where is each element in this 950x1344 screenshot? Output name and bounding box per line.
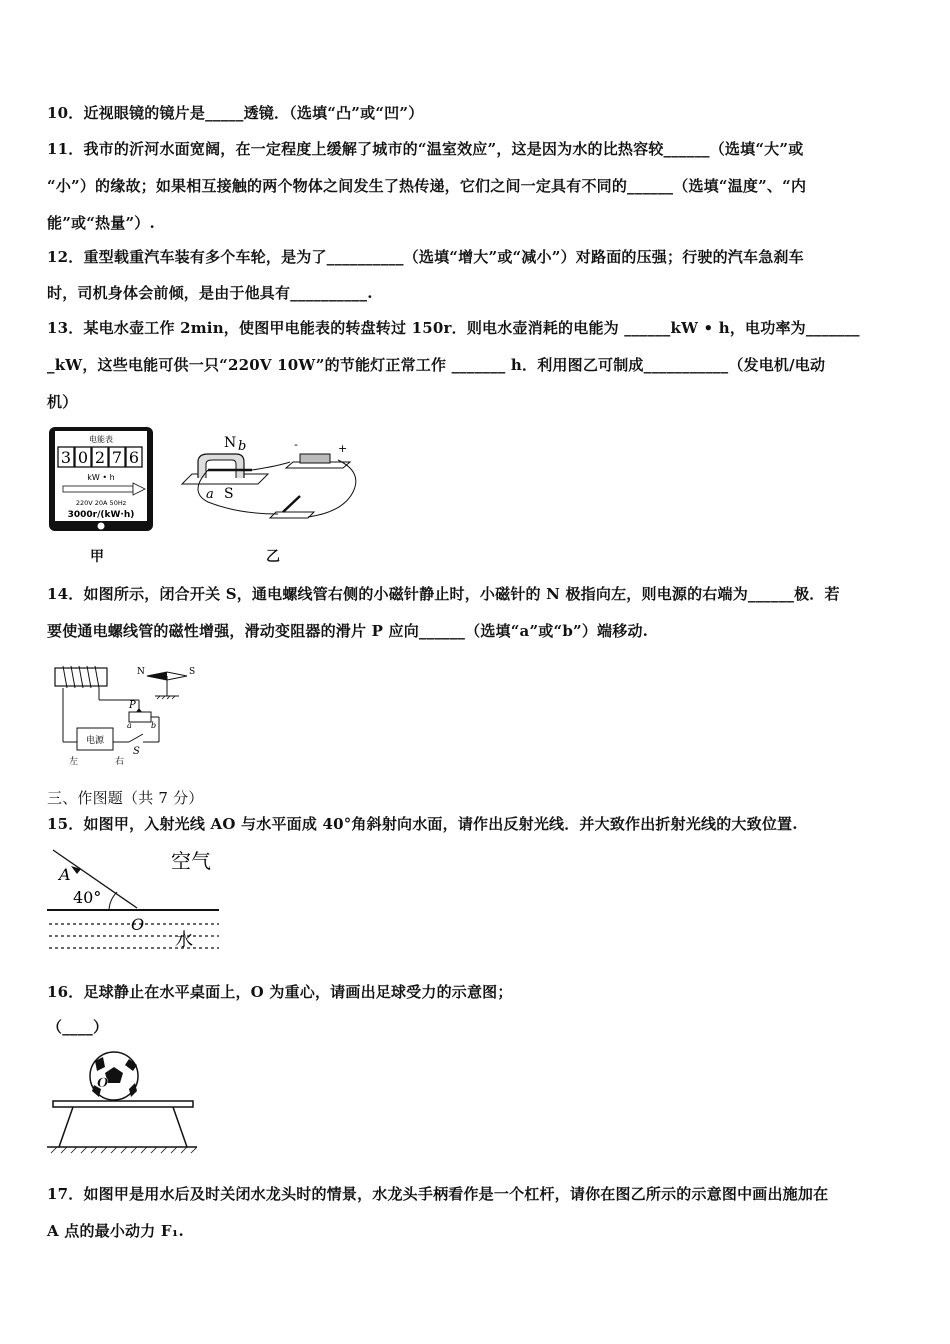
q11-line3: 能”或“热量”）. xyxy=(47,214,155,232)
meter-rate: 3000r/(kW·h) xyxy=(67,510,135,520)
label-switch: S xyxy=(133,746,140,757)
label-s: S xyxy=(224,486,234,502)
switch-base xyxy=(270,512,314,518)
q14-line1: 14．如图所示，闭合开关 S，通电螺线管右侧的小磁针静止时，小磁针的 N 极指向左，则电源的右端为______极．若 xyxy=(47,585,840,603)
label-angle: 40° xyxy=(73,888,102,907)
label-b: b xyxy=(238,439,247,454)
label-plus: + xyxy=(338,442,348,455)
label-minus: - xyxy=(294,438,298,451)
label-o: O xyxy=(131,915,145,934)
q16-line2: （____） xyxy=(47,1018,109,1036)
label-needle-s: S xyxy=(189,667,196,677)
caption-jia: 甲 xyxy=(90,549,104,565)
label-a: A xyxy=(59,865,71,884)
q16-line1: 16．足球静止在水平桌面上，O 为重心，请画出足球受力的示意图； xyxy=(47,983,513,1001)
football-table-figure xyxy=(47,1045,197,1155)
meter-spec: 220V 20A 50Hz xyxy=(75,499,127,507)
label-n: N xyxy=(224,435,237,451)
q17-line1: 17．如图甲是用水后及时关闭水龙头时的情景，水龙头手柄看作是一个杠杆，请你在图乙所示的示意图中画出施加在 xyxy=(47,1185,829,1203)
q15-line1: 15．如图甲，入射光线 AO 与水平面成 40°角斜射向水面，请作出反射光线．并大致作出折射光线的大致位置. xyxy=(47,815,798,833)
table-leg xyxy=(173,1107,187,1147)
meter-screw-icon xyxy=(98,523,105,530)
q10-line1: 10．近视眼镜的镜片是_____透镜．（选填“凸”或“凹”） xyxy=(47,104,424,122)
compass-needle xyxy=(147,672,187,699)
q17-line2: A 点的最小动力 F₁. xyxy=(47,1222,184,1240)
q11-line2: “小”）的缘故；如果相互接触的两个物体之间发生了热传递，它们之间一定具有不同的______（选填“温度”、“内 xyxy=(47,177,807,195)
slider-p xyxy=(136,708,142,712)
q14-line2: 要使通电螺线管的磁性增强，滑动变阻器的滑片 P 应向______（选填“a”或“b”）端移动. xyxy=(47,622,649,640)
angle-arc xyxy=(109,892,117,910)
meter-unit: kW • h xyxy=(87,473,115,482)
magnet-apparatus-figure xyxy=(178,432,363,532)
battery xyxy=(300,454,330,463)
label-p: P xyxy=(129,700,136,711)
caption-yi: 乙 xyxy=(266,549,280,565)
electricity-meter-figure xyxy=(47,425,157,540)
meter-digit: 3 xyxy=(60,448,72,467)
label-right: 右 xyxy=(115,757,125,767)
meter-digits xyxy=(58,447,142,467)
meter-digit: 2 xyxy=(94,448,106,467)
light-refraction-figure xyxy=(47,842,222,957)
solenoid-circuit-figure xyxy=(47,660,202,768)
table-leg xyxy=(59,1107,73,1147)
switch-lever xyxy=(283,496,300,512)
label-needle-n: N xyxy=(137,667,145,677)
q11-line1: 11．我市的沂河水面宽阔，在一定程度上缓解了城市的“温室效应”，这是因为水的比热容较______（选填“大”或 xyxy=(47,140,804,158)
q13-line2: _kW，这些电能可供一只“220V 10W”的节能灯正常工作 _______ h．利用图乙可制成___________（发电机/电动 xyxy=(47,356,826,374)
table-top xyxy=(53,1101,193,1107)
label-water: 水 xyxy=(175,930,193,951)
meter-digit: 7 xyxy=(111,448,123,467)
meter-digit: 6 xyxy=(128,448,140,467)
label-b: b xyxy=(151,721,157,730)
rheostat xyxy=(129,712,151,722)
label-air: 空气 xyxy=(171,849,211,873)
meter-title: 电能表 xyxy=(89,435,113,444)
label-o: O xyxy=(97,1076,109,1091)
q13-line1: 13．某电水壶工作 2min，使图甲电能表的转盘转过 150r．则电水壶消耗的电能为 ______kW • h，电功率为_______ xyxy=(47,319,860,337)
q12-line2: 时，司机身体会前倾，是由于他具有__________. xyxy=(47,284,373,302)
power-source-label: 电源 xyxy=(85,736,105,746)
label-a: a xyxy=(206,487,214,502)
label-left: 左 xyxy=(69,757,79,767)
ground-hatching xyxy=(51,1147,197,1153)
label-a: a xyxy=(127,721,132,730)
meter-digit: 0 xyxy=(77,448,89,467)
q12-line1: 12．重型载重汽车装有多个车轮，是为了__________（选填“增大”或“减小”）对路面的压强；行驶的汽车急刹车 xyxy=(47,248,804,266)
q13-line3: 机） xyxy=(47,393,78,411)
ray-arrow-icon xyxy=(71,866,81,874)
switch-s xyxy=(129,734,143,742)
section3-title: 三、作图题（共 7 分） xyxy=(47,789,204,807)
